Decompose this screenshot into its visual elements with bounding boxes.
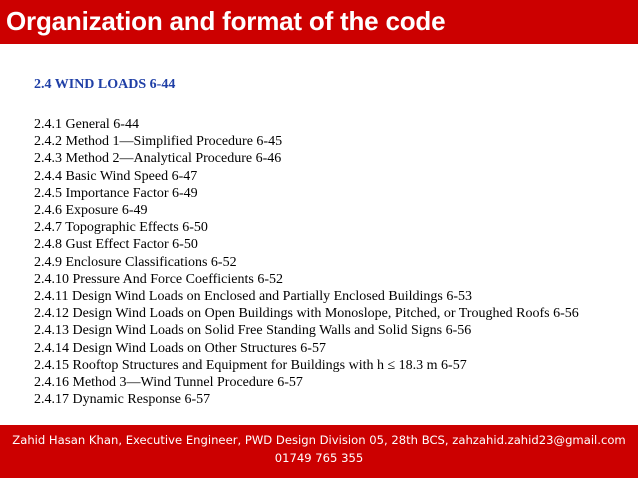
title-bar (0, 0, 638, 44)
toc-item: 2.4.2 Method 1—Simplified Procedure 6-45 (34, 134, 283, 150)
toc-item: 2.4.10 Pressure And Force Coefficients 6-52 (34, 271, 283, 287)
toc-item: 2.4.4 Basic Wind Speed 6-47 (34, 168, 198, 184)
toc-item: 2.4.13 Design Wind Loads on Solid Free Standing Walls and Solid Signs 6-56 (34, 323, 472, 339)
toc-item: 2.4.14 Design Wind Loads on Other Structures 6-57 (34, 340, 326, 356)
section-heading: 2.4 WIND LOADS 6-44 (34, 77, 176, 92)
toc-item: 2.4.6 Exposure 6-49 (34, 203, 148, 219)
footer-bar (0, 425, 638, 478)
slide-content (34, 76, 634, 408)
toc-item: 2.4.8 Gust Effect Factor 6-50 (34, 237, 198, 253)
footer-text (0, 431, 638, 467)
toc-item: 2.4.17 Dynamic Response 6-57 (34, 392, 211, 408)
slide-title: Organization and format of the code (6, 6, 446, 36)
toc-item: 2.4.5 Importance Factor 6-49 (34, 185, 198, 201)
footer-author-line: Zahid Hasan Khan, Executive Engineer, PWD Design Division 05, 28th BCS, zahzahid.zahid23@gmail.com (12, 433, 626, 447)
footer-phone-line: 01749 765 355 (274, 451, 364, 465)
toc-item: 2.4.3 Method 2—Analytical Procedure 6-46 (34, 151, 282, 167)
toc-list (34, 116, 634, 408)
toc-item: 2.4.15 Rooftop Structures and Equipment for Buildings with h ≤ 18.3 m 6-57 (34, 357, 467, 373)
toc-item: 2.4.12 Design Wind Loads on Open Buildings with Monoslope, Pitched, or Troughed Roofs 6-56 (34, 306, 579, 322)
toc-item: 2.4.9 Enclosure Classifications 6-52 (34, 254, 237, 270)
toc-item: 2.4.7 Topographic Effects 6-50 (34, 220, 208, 236)
toc-item: 2.4.11 Design Wind Loads on Enclosed and Partially Enclosed Buildings 6-53 (34, 289, 473, 305)
toc-item: 2.4.1 General 6-44 (34, 117, 139, 132)
toc-item: 2.4.16 Method 3—Wind Tunnel Procedure 6-57 (34, 375, 303, 391)
